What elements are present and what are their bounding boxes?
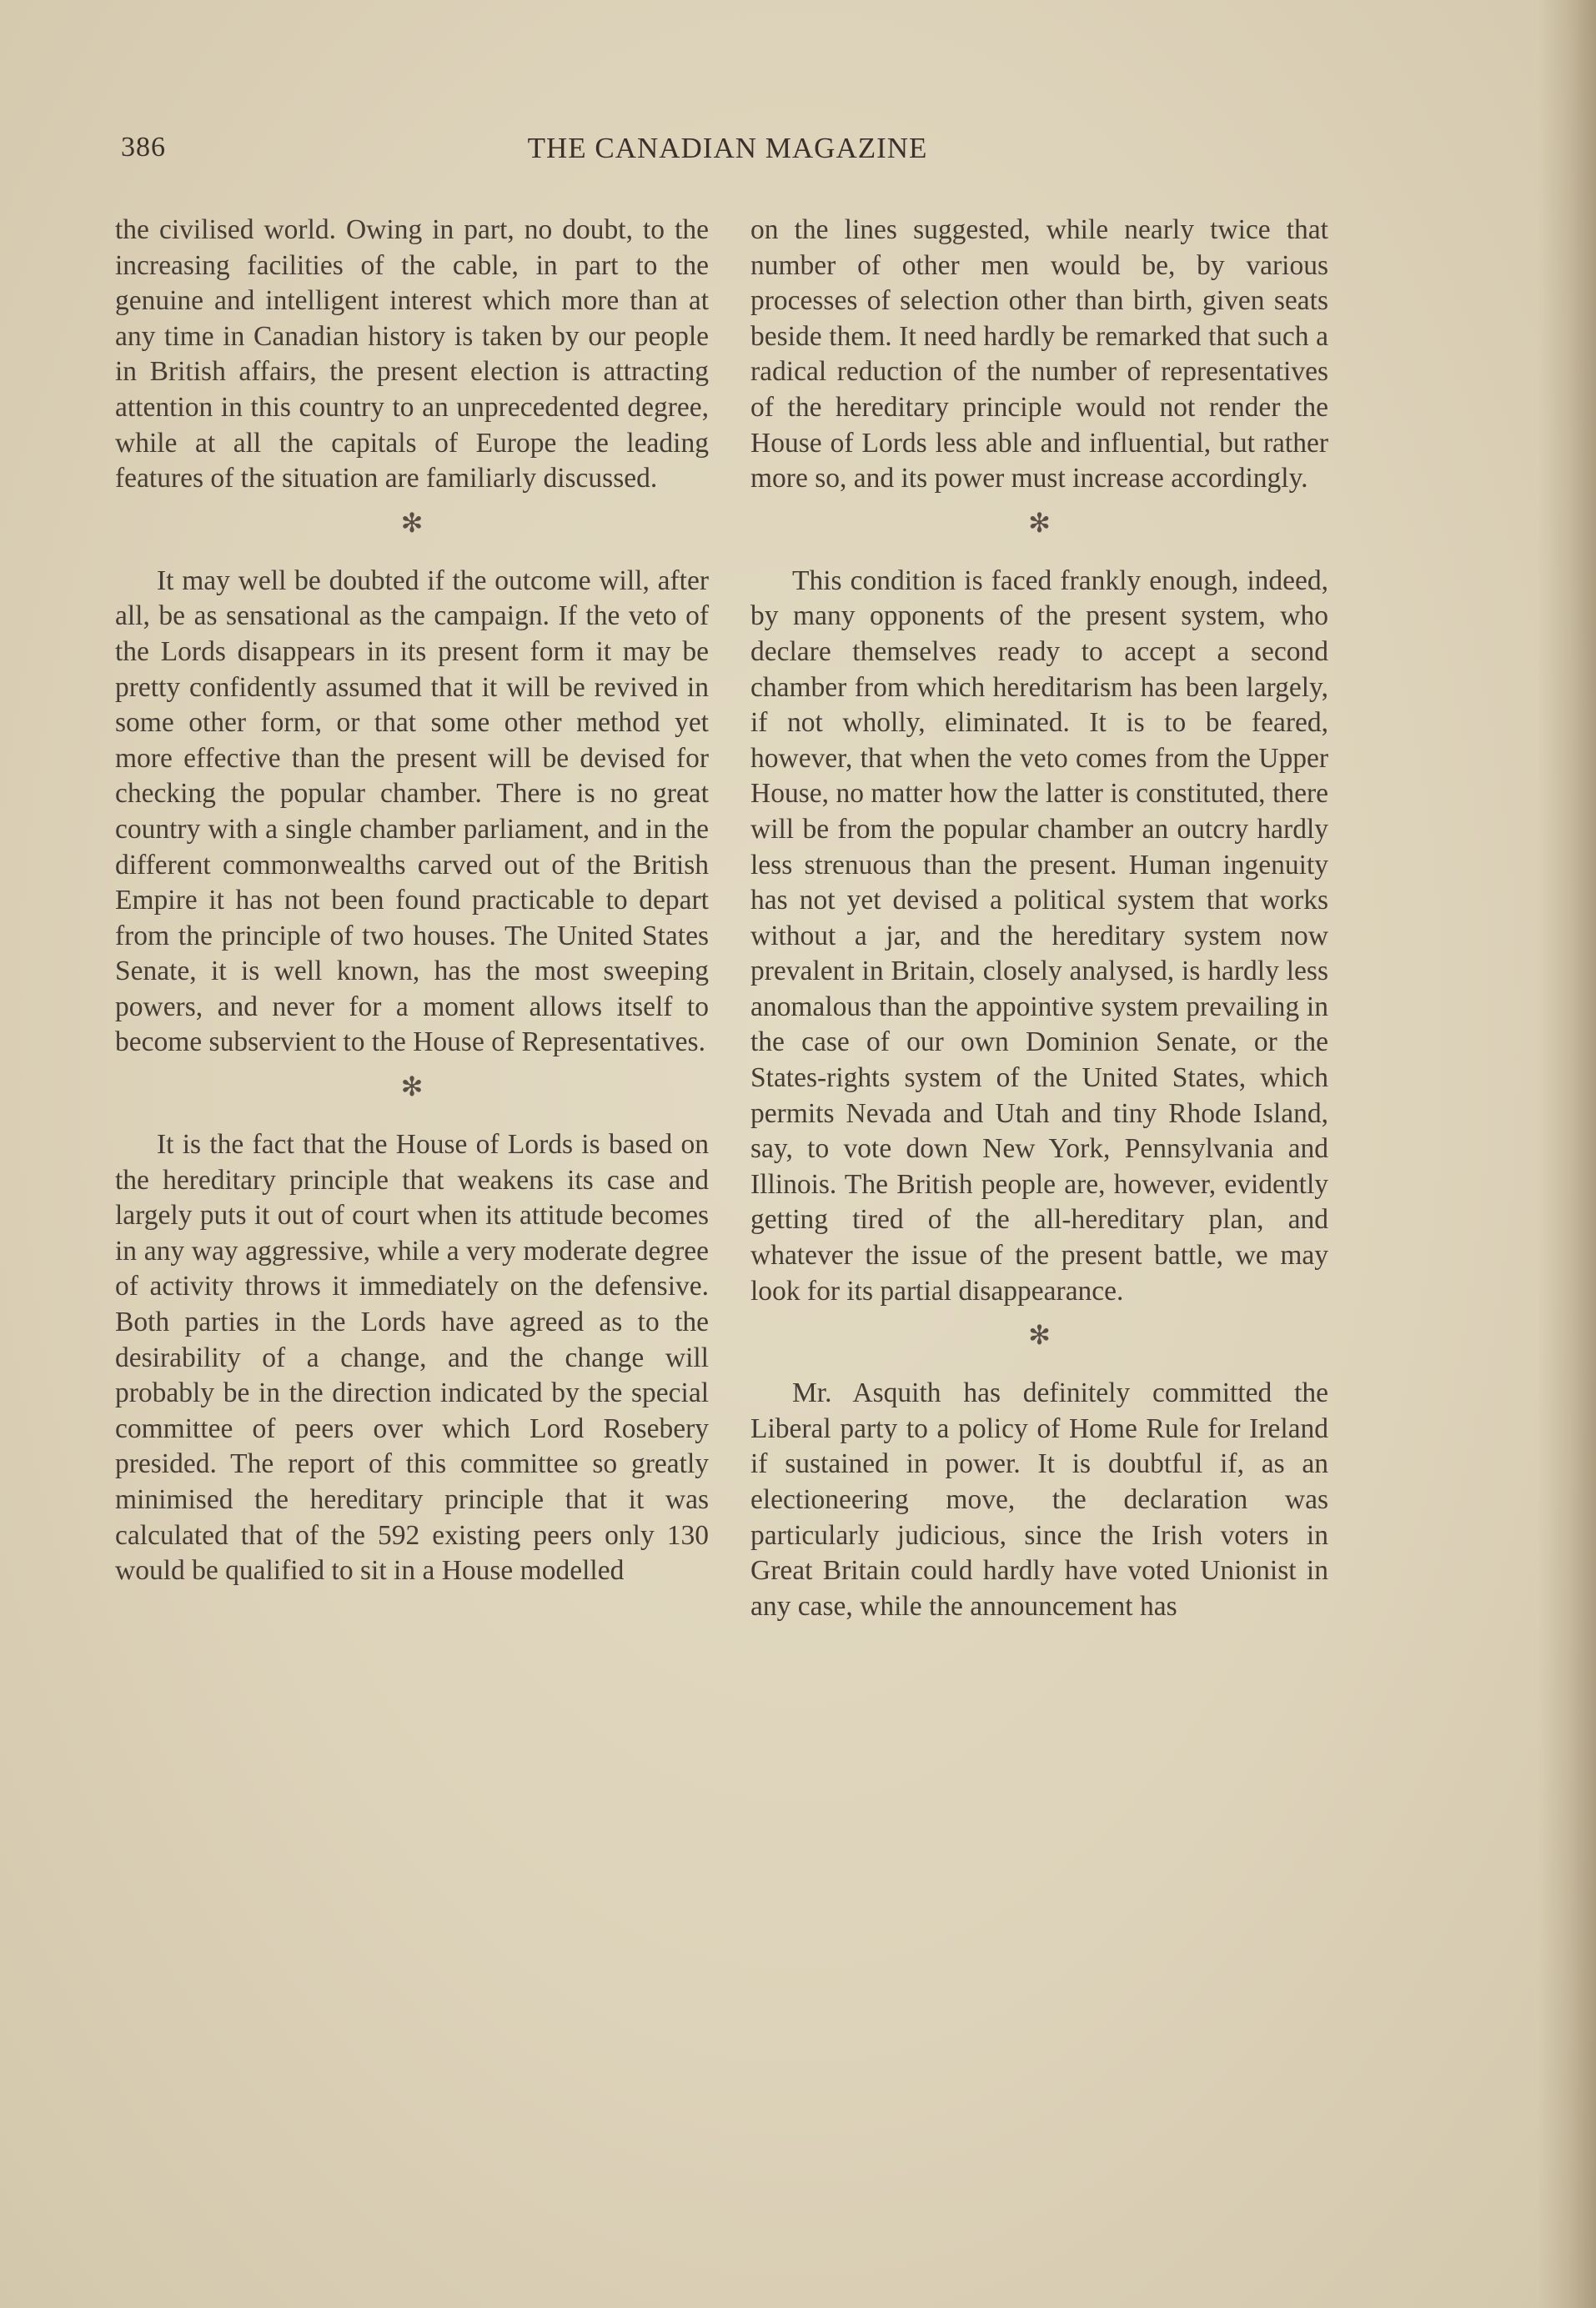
paragraph: This condition is faced frankly enough, indeed, by many opponents of the present system, who declare themselves ready to accept a second chamber from which hereditarism has been largely, if not wholly, eliminated. It is to be feared, however, that when the veto comes from the Upper House, no matter how the latter is constituted, there will be from the popular chamber an outcry hardly less strenuous than the present. Human ingenuity has not yet devised a political system that works without a jar, and the hereditary system now prevalent in Britain, closely analysed, is hardly less anomalous than the appointive system prevailing in the case of our own Dominion Senate, or the States-rights system of the United States, which permits Nevada and Utah and tiny Rhode Island, say, to vote down New York, Pennsylvania and Illinois. The British people are, however, evidently getting tired of the all-hereditary plan, and whatever the issue of the present battle, we may look for its partial disappearance.	[750, 564, 1328, 1307]
left-column	[115, 213, 709, 1589]
page-header	[121, 132, 1334, 175]
section-separator-icon: ✻	[400, 507, 424, 538]
section-separator-icon: ✻	[1028, 507, 1051, 538]
section-separator-icon: ✻	[1028, 1320, 1051, 1351]
paragraph: the civilised world. Owing in part, no doubt, to the increasing facilities of the cable, in part to the genuine and intelligent interest which more than at any time in Canadian history is taken by our people in British affairs, the present election is attracting attention in this country to an unprecedented degree, while at all the capitals of Europe the leading features of the situation are familiarly discussed.	[115, 214, 709, 494]
paragraph: It is the fact that the House of Lords is based on the hereditary principle that weakens its case and largely puts it out of court when its attitude becomes in any way aggressive, while a very moderate degree of activity throws it immediately on the defensive. Both parties in the Lords have agreed as to the desirability of a change, and the change will probably be in the direction indicated by the special committee of peers over which Lord Rosebery presided. The report of this committee so greatly minimised the hereditary principle that it was calculated that of the 592 existing peers only 130 would be qualified to sit in a House modelled	[115, 1129, 709, 1587]
right-column	[750, 213, 1328, 1624]
running-head: THE CANADIAN MAGAZINE	[527, 132, 928, 164]
page-edge-shadow	[1538, 0, 1596, 2308]
paragraph: Mr. Asquith has definitely committed the Liberal party to a policy of Home Rule for Ireland if sustained in power. It is doubtful if, as an electioneering move, the declaration was particularly judicious, since the Irish voters in Great Britain could hardly have voted Unionist in any case, while the announcement has	[750, 1377, 1328, 1622]
page-number: 386	[121, 132, 166, 163]
paragraph: on the lines suggested, while nearly twice that number of other men would be, by various processes of selection other than birth, given seats beside them. It need hardly be remarked that such a radical reduction of the number of representatives of the hereditary principle would not render the House of Lords less able and influential, but rather more so, and its power must increase accordingly.	[750, 214, 1328, 494]
paragraph: It may well be doubted if the outcome will, after all, be as sensational as the campaign. If the veto of the Lords disappears in its present form it may be pretty confidently assumed that it will be revived in some other form, or that some other method yet more effective than the present will be devised for checking the popular chamber. There is no great country with a single chamber parliament, and in the different commonwealths carved out of the British Empire it has not been found practicable to depart from the principle of two houses. The United States Senate, it is well known, has the most sweeping powers, and never for a moment allows itself to become subservient to the House of Representatives.	[115, 564, 709, 1058]
section-separator-icon: ✻	[400, 1071, 424, 1102]
